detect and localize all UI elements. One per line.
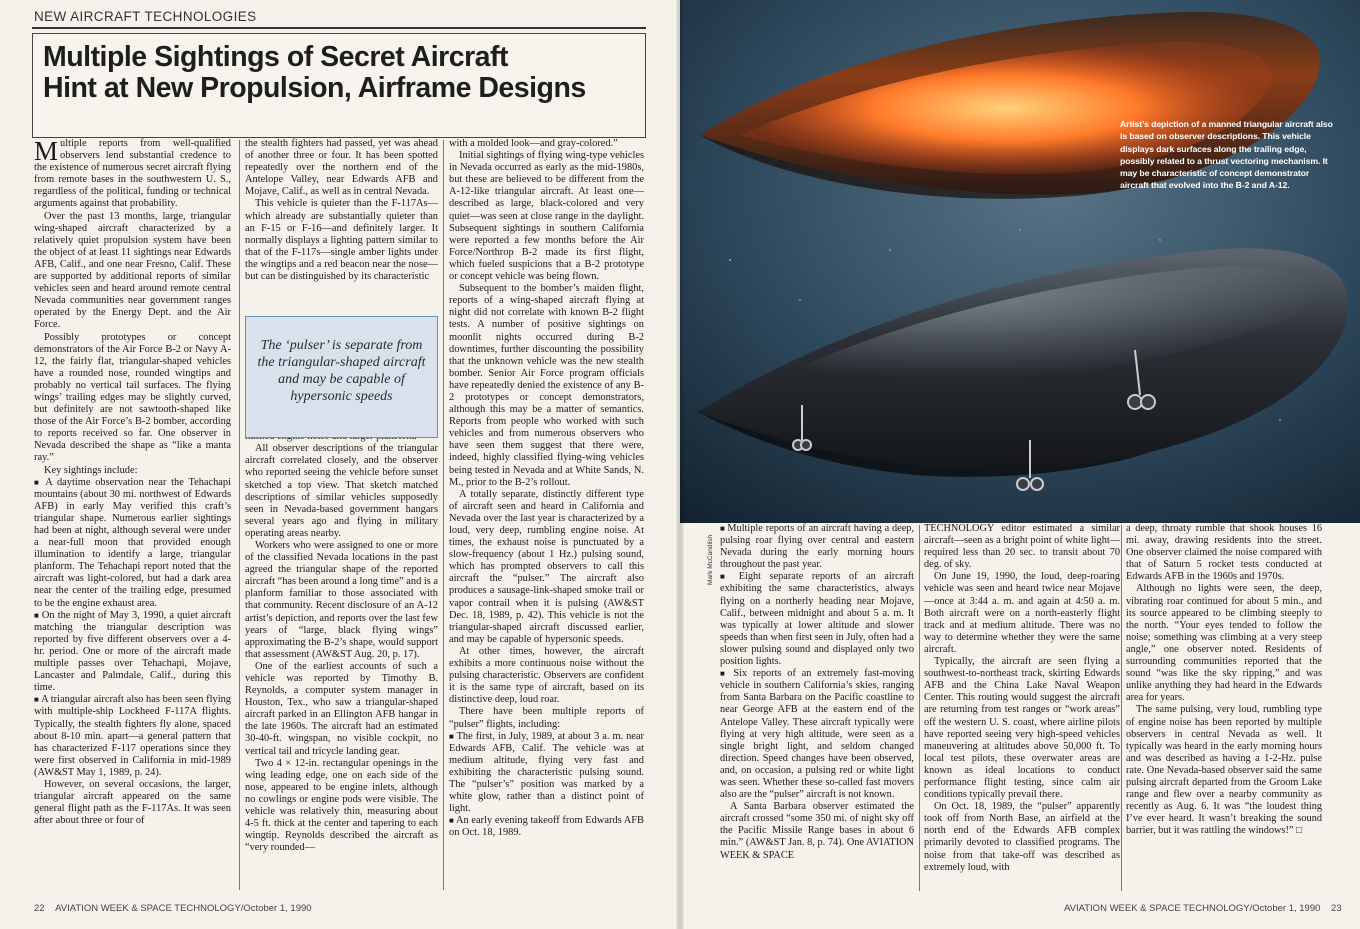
right-page: [680, 0, 1360, 929]
paragraph: Typically, the aircraft are seen flying a southwest-to-northeast track, skirting Edwards AFB and the China Lake Naval Weapon Center. This routing would suggest the aircraft are returning from test ranges or “work areas” off the western U. S. coast, where airline pilots have reported seeing very high-speed vehicles maneuvering at altitudes above 50,000 ft. To local test pilots, these overwater areas are known as ideal locations to conduct performance flight testing, since calm air conditions typically prevail there.: [924, 656, 1120, 801]
column-rule: [239, 140, 240, 890]
credit-text: Mark McCandlish: [707, 534, 714, 585]
paragraph: This vehicle is quieter than the F-117As—which already are substantially quieter than an F-15 or F-16—and definitely larger. It normally displays a lighting pattern similar to that of the F-117s—single amber lights under the wingtips and a red beacon near the nose—but can be distinguished by its characteristic: [245, 198, 438, 283]
illustration-credit: [680, 525, 718, 585]
paragraph: A Santa Barbara observer estimated the aircraft crossed “some 350 mi. of night sky off the Pacific Missile Range bases in about 6 min.” (AW&ST Jan. 8, p. 74). One AVIATION WEEK & SPACE: [720, 801, 914, 861]
publication-line: AVIATION WEEK & SPACE TECHNOLOGY/October 1, 1990: [1064, 903, 1321, 914]
article-column-6: [1126, 523, 1322, 893]
paragraph: Initial sightings of flying wing-type vehicles in Nevada occurred as early as the mid-1980s, but these are believed to be different from the A-12-like triangular aircraft. At least one—described as large, black-colored and very quiet—was seen at close range in the daylight. Subsequent sightings in southern California were reported a few months before the Air Force/Northrop B-2 made its first flight, which fueled suspicions that a B-2 prototype or concept vehicle was being flown.: [449, 150, 644, 283]
bullet-item: ■ A triangular aircraft also has been seen flying with multiple-ship Lockheed F-117A flights. Typically, the stealth fighters fly alone, spaced about 8-10 min. apart—a general pattern that has characterized F-117 operations since they were first observed in California in mid-1989 (AW&ST May 1, 1989, p. 24).: [34, 694, 231, 779]
paragraph: However, on several occasions, the larger, triangular aircraft appeared on the same general flight path as the F-117As. It was seen after about three or four of: [34, 778, 231, 827]
illustration-caption: Artist’s depiction of a manned triangular aircraft also is based on observer descriptions. This vehicle displays dark surfaces along the trailing edge, possibly related to a thrust vectoring mechanism. It may be characteristic of concept demonstrator aircraft that evolved into the B-2 and A-12.: [1120, 119, 1333, 191]
headline-line-1: Multiple Sightings of Secret Aircraft: [43, 41, 508, 73]
paragraph: TECHNOLOGY editor estimated a similar aircraft—seen as a bright point of white light—required less than 20 sec. to transit about 70 deg. of sky.: [924, 523, 1120, 571]
bullet-item: ■ Six reports of an extremely fast-moving vehicle in southern California’s skies, ranging from Santa Barbara on the Pacific coastline to near George AFB at the eastern end of the Antelope Valley. These aircraft typically were flying at very high altitude, were seen as a single bright light, and seldom changed direction. Speed changes have been observed, and, on occasion, a pulsing red or white light was seen. Whether these so-called fast movers also are the “pulser” aircraft is not known.: [720, 668, 914, 801]
paragraph: There have been multiple reports of “pulser” flights, including:: [449, 706, 644, 730]
page-number: 22: [34, 903, 45, 914]
paragraph: a deep, throaty rumble that shook houses 16 mi. away, drawing residents into the street. One observer claimed the noise compared with that of Saturn 5 rocket tests conducted at Edwards AFB in the 1960s and 1970s.: [1126, 523, 1322, 583]
article-column-5: [924, 523, 1120, 893]
headline: [43, 42, 645, 104]
paragraph: At other times, however, the aircraft exhibits a more continuous noise without the pulsing characteristic. Observers are confident it is the same type of aircraft, based on its distinctive deep, loud roar.: [449, 645, 644, 706]
article-column-1: [34, 138, 231, 890]
paragraph: with a molded look—and gray-colored.”: [449, 138, 618, 149]
paragraph: One of the earliest accounts of such a vehicle was reported by Timothy B. Reynolds, a computer system manager in Houston, Tex., who saw a triangular-shaped aircraft parked in an Ellington AFB hangar in the late 1960s. The aircraft had an estimated 30-40-ft. wingspan, no visible cockpit, no vertical tail and tricycle landing gear.: [245, 660, 438, 757]
footer-left: [34, 903, 312, 914]
article-column-2: [245, 138, 438, 890]
page-gutter: [676, 0, 684, 929]
paragraph: Subsequent to the bomber’s maiden flight, reports of a wing-shaped aircraft flying at night did not correlate with known B-2 flight tests. A number of positive sightings on moonlit nights occurred during B-2 downtimes, further discounting the possibility that the unknown vehicle was the new stealth bomber. Senior Air Force program officials have repeatedly denied the existence of any B-2 prototypes or concept demonstrators, although this may be a matter of semantics. Reports from people who worked with such vehicles and from numerous observers who have seen them suggest that there were, indeed, highly classified flying-wing vehicles being tested in Nevada and at White Sands, N. M., prior to the B-2’s rollout.: [449, 283, 644, 488]
paragraph: the stealth fighters had passed, yet was ahead of another three or four. It has been spotted repeatedly over the northern end of the Antelope Valley, near Edwards AFB and Mojave, Calif., as well as in central Nevada.: [245, 138, 438, 198]
bullet-item: ■ A daytime observation near the Tehachapi mountains (about 30 mi. northwest of Edwards AFB) in early May verified this craft’s triangular shape. Numerous earlier sightings had been at night, although several were under a near-full moon that provided enough illumination to identify a large, triangular planform. The Tehachapi report noted that the aircraft was light-colored, but had a dark area near the center of the trailing edge, presumed to be the engine exhaust area.: [34, 477, 231, 610]
paragraph: Workers who were assigned to one or more of the classified Nevada locations in the past agreed the triangular shape of the reported aircraft “has been around a long time” and is a planform familiar to those associated with that community. Recent disclosure of an A-12 artist’s depiction, and reports over the last few years of “large, black flying wings” approximating the B-2’s shape, would support that assessment (AW&ST Aug. 20, p. 17).: [245, 539, 438, 660]
article-column-3: [449, 138, 644, 890]
paragraph: Possibly prototypes or concept demonstrators of the Air Force B-2 or Navy A-12, the fairly flat, triangular-shaped vehicles have a rounded nose, rounded wingtips and probably no vertical tail surfaces. The flying wings’ trailing edges may be slightly curved, but definitely are not sawtooth-shaped like those of the Air Force’s B-2 bomber, according to reports received so far. One observer in Nevada described the shape as “like a manta ray.”: [34, 331, 231, 464]
lead-text: ultiple reports from well-qualified observers lend substantial credence to the existence of numerous secret aircraft flying from remote bases in the southwestern U. S., regardless of the political, funding or technical arguments against that probability.: [34, 138, 231, 210]
bullet-item: ■ Eight separate reports of an aircraft exhibiting the same characteristics, always flying on a northerly heading near Mojave, Calif., between midnight and about 5 a. m. It was typically at lower altitude and slower speeds than when first seen in July, often had a slower pulsing sound and displayed only two position lights.: [720, 571, 914, 668]
column-rule: [919, 525, 920, 891]
article-column-4: [720, 523, 914, 893]
paragraph: On Oct. 18, 1989, the “pulser” apparently took off from North Base, an airfield at the north end of the Edwards AFB complex primarily devoted to classified programs. The noise from that take-off was described as extremely loud, with: [924, 801, 1120, 873]
pull-quote: The ‘pulser’ is separate from the triangular-shaped aircraft and may be capable of hypersonic speeds: [245, 316, 438, 438]
aircraft-illustration: [680, 0, 1360, 523]
section-label: NEW AIRCRAFT TECHNOLOGIES: [34, 9, 257, 24]
illustration-svg: [680, 0, 1360, 523]
paragraph: Over the past 13 months, large, triangular wing-shaped aircraft characterized by a relatively quiet propulsion system have been the object of at least 11 sightings near Edwards AFB, Calif., and one near Fresno, Calif. These are supported by additional reports of similar vehicles seen and heard around remote central Nevada communities near government ranges operated by the Energy Dept. and the Air Force.: [34, 210, 231, 331]
paragraph: On June 19, 1990, the loud, deep-roaring vehicle was seen and heard twice near Mojave—once at 3:44 a. m. and again at 4:50 a. m. Both aircraft were on a north-easterly flight track and at medium altitude. There was no way to determine whether they were the same aircraft.: [924, 571, 1120, 655]
page-number: 23: [1330, 903, 1342, 914]
footer-right: [1064, 903, 1342, 914]
publication-line: AVIATION WEEK & SPACE TECHNOLOGY/October 1, 1990: [55, 903, 312, 914]
column-rule: [1121, 525, 1122, 891]
paragraph: Although no lights were seen, the deep, vibrating roar continued for about 5 min., and its source appeared to be climbing steeply to the north. “Your eyes tended to follow the noise; something was climbing at a very steep angle,” one observer noted. Residents of surrounding communities reported that the sound “was like the sky ripping,” and was unlike anything they had heard in the Edwards area for years.: [1126, 583, 1322, 704]
headline-box: [32, 33, 646, 138]
paragraph: All observer descriptions of the triangular aircraft correlated closely, and the observer who reported seeing the vehicle before sunset sketched a top view. That sketch matched descriptions of similar vehicles supposedly seen in Nevada-based government hangars several years ago and flying in military operating areas nearby.: [245, 443, 438, 539]
drop-cap: M: [34, 138, 59, 166]
lead-paragraph: [34, 138, 231, 211]
bullet-item: ■ Multiple reports of an aircraft having a deep, pulsing roar flying over central and eastern Nevada during the early morning hours throughout the past year.: [720, 523, 914, 571]
bullet-item: ■ The first, in July, 1989, at about 3 a. m. near Edwards AFB, Calif. The vehicle was at medium altitude, flying very fast and exhibiting the characteristic pulsing sound. The “pulser’s” position was marked by a white glow, rather than a distinct point of light.: [449, 731, 644, 816]
column-rule: [443, 140, 444, 890]
paragraph: A totally separate, distinctly different type of aircraft seen and heard in California and Nevada over the last year is characterized by a loud, very deep, rumbling engine noise. At times, the exhaust noise is punctuated by a slow-frequency (about 1 Hz.) pulsing sound, which has prompted observers to call this aircraft the “pulser.” The aircraft also produces a sausage-link-shaped smoke trail or vapor contrail when it is pulsing (AW&ST Dec. 18, 1989, p. 42). This vehicle is not the triangular-shaped aircraft discussed earlier, and may be capable of hypersonic speeds.: [449, 488, 644, 645]
paragraph: The same pulsing, very loud, rumbling type of engine noise has been reported by multiple observers in central Nevada as well. It typically was heard in the early morning hours and was described as having a 1-2-Hz. pulse rate. One Nevada-based observer said the same pulsing aircraft departed from the Groom Lake range and flew over a nearby community as recently as Aug. 6. It was “the loudest thing I’ve ever heard. It wasn’t breaking the sound barrier, but it was rattling the windows!” □: [1126, 704, 1322, 837]
paragraph: Key sightings include:: [44, 464, 138, 476]
headline-line-2: Hint at New Propulsion, Airframe Designs: [43, 72, 586, 104]
section-rule: [32, 27, 646, 29]
paragraph: Two 4 × 12-in. rectangular openings in the wing leading edge, one on each side of the nose, appeared to be engine inlets, although no cowlings or engine pods were visible. The vehicle was relatively thin, measuring about 4-5 ft. thick at the center and tapering to each wingtip. Reynolds described the aircraft as “very rounded—: [245, 757, 438, 854]
bullet-item: ■ On the night of May 3, 1990, a quiet aircraft matching the triangular description was reported by five different observers over a 4-hr. period. One or more of the aircraft made multiple passes over Tehachapi, Mojave, Lancaster and Palmdale, Calif., during this time.: [34, 610, 231, 695]
bullet-item: ■ An early evening takeoff from Edwards AFB on Oct. 18, 1989.: [449, 815, 644, 839]
